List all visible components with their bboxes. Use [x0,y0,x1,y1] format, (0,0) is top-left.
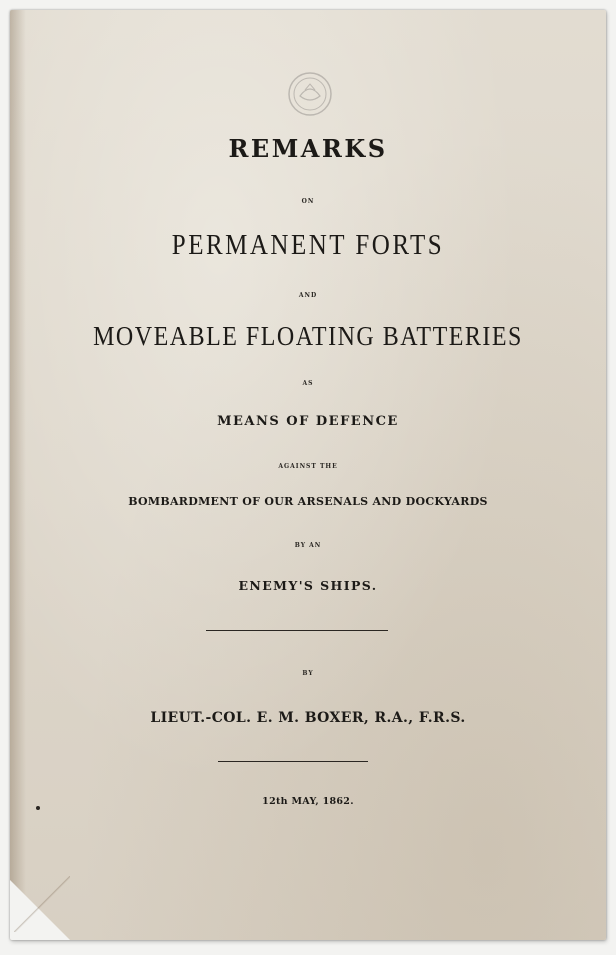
library-stamp-icon [286,70,334,118]
author-name: LIEUT.-COL. E. M. BOXER, R.A., F.R.S. [150,710,466,726]
divider-rule [206,630,388,631]
title-floating-batteries: MOVEABLE FLOATING BATTERIES [93,321,523,352]
subtitle-bombardment: BOMBARDMENT OF OUR ARSENALS AND DOCKYARDS [128,495,488,508]
subtitle-enemy-ships: ENEMY'S SHIPS. [238,578,378,593]
divider-rule [218,761,368,762]
connector-by: BY [302,670,314,677]
publication-date: 12th MAY, 1862. [262,796,354,807]
connector-as: AS [302,380,314,387]
connector-and: AND [298,292,318,299]
subtitle-means-of-defence: MEANS OF DEFENCE [217,414,399,429]
ink-speck [36,806,40,810]
corner-crease [14,876,70,932]
title-permanent-forts: PERMANENT FORTS [171,229,445,261]
title-remarks: REMARKS [228,134,388,163]
pamphlet-cover [10,10,606,940]
connector-by-an: BY AN [294,542,322,549]
connector-against: AGAINST THE [278,463,338,470]
connector-on: ON [301,198,315,205]
